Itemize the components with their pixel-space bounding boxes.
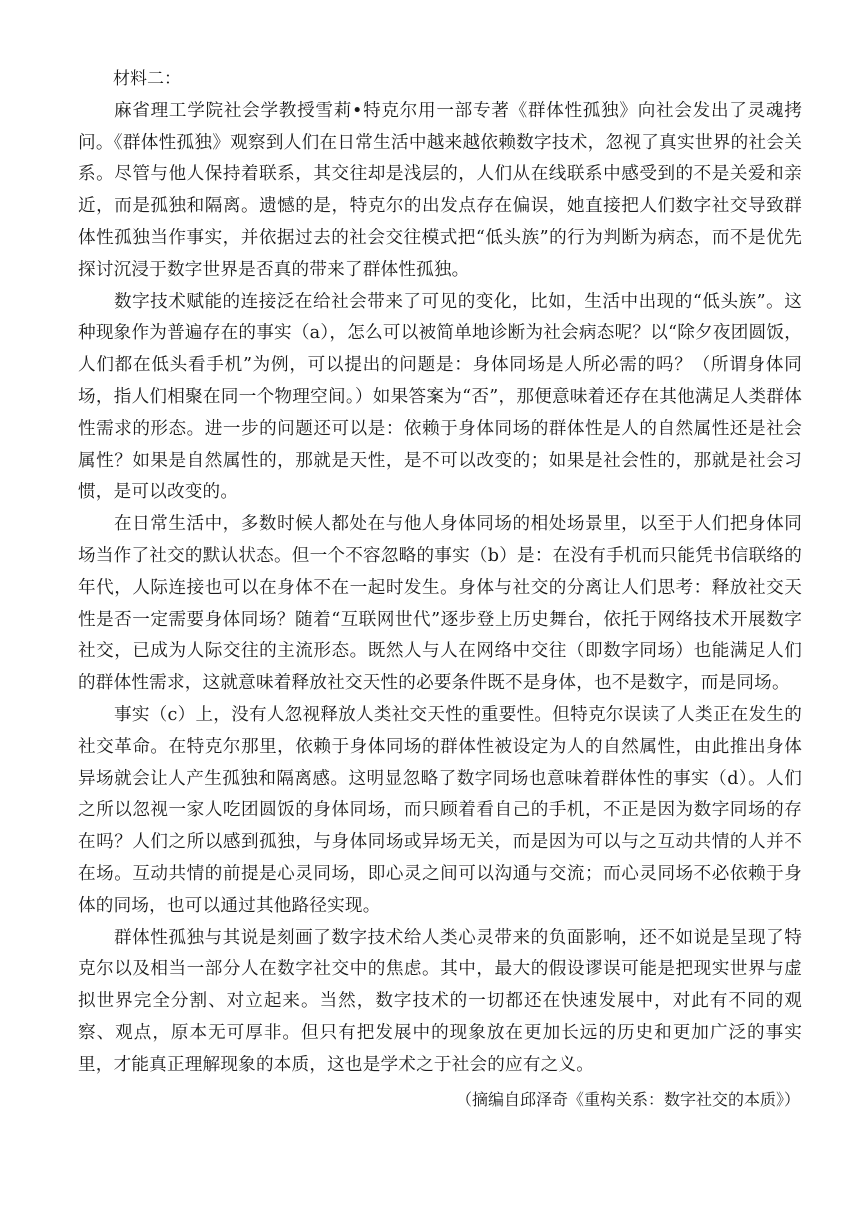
paragraph-4: 事实（c）上，没有人忽视释放人类社交天性的重要性。但特克尔误读了人类正在发生的社交革命。在特克尔那里，依赖于身体同场的群体性被设定为人的自然属性，由此推出身体异场就会让人产生孤独和隔离感。这明显忽略了数字同场也意味着群体性的事实（d）。人们之所以忽视一家人吃团圆饭的身体同场，而只顾着看自己的手机，不正是因为数字同场的存在吗？人们之所以感到孤独，与身体同场或异场无关，而是因为可以与之互动共情的人并不在场。互动共情的前提是心灵同场，即心灵之间可以沟通与交流；而心灵同场不必依赖于身体的同场，也可以通过其他路径实现。 (78, 704, 802, 916)
material-heading: 材料二： (113, 69, 181, 89)
paragraph-2: 数字技术赋能的连接泛在给社会带来了可见的变化，比如，生活中出现的“低头族”。这种现象作为普遍存在的事实（a），怎么可以被简单地诊断为社会病态呢？以“除夕夜团圆饭，人们都在低头看手机”为例，可以提出的问题是：身体同场是人所必需的吗？（所谓身体同场，指人们相聚在同一个物理空间。）如果答案为“否”，那便意味着还存在其他满足人类群体性需求的形态。进一步的问题还可以是：依赖于身体同场的群体性是人的自然属性还是社会属性？如果是自然属性的，那就是天性，是不可以改变的；如果是社会性的，那就是社会习惯，是可以改变的。 (78, 291, 802, 503)
source-citation: （摘编自邱泽奇《重构关系：数字社交的本质》） (455, 1089, 800, 1109)
document-body (78, 64, 802, 1115)
paragraph-3: 在日常生活中，多数时候人都处在与他人身体同场的相处场景里，以至于人们把身体同场当作了社交的默认状态。但一个不容忽略的事实（b）是：在没有手机而只能凭书信联络的年代，人际连接也可以在身体不在一起时发生。身体与社交的分离让人们思考：释放社交天性是否一定需要身体同场？随着“互联网世代”逐步登上历史舞台，依托于网络技术开展数字社交，已成为人际交往的主流形态。既然人与人在网络中交往（即数字同场）也能满足人们的群体性需求，这就意味着释放社交天性的必要条件既不是身体，也不是数字，而是同场。 (78, 514, 802, 694)
paragraph-1: 麻省理工学院社会学教授雪莉•特克尔用一部专著《群体性孤独》向社会发出了灵魂拷问。《群体性孤独》观察到人们在日常生活中越来越依赖数字技术，忽视了真实世界的社会关系。尽管与他人保持着联系，其交往却是浅层的，人们从在线联系中感受到的不是关爱和亲近，而是孤独和隔离。遗憾的是，特克尔的出发点存在偏误，她直接把人们数字社交导致群体性孤独当作事实，并依据过去的社会交往模式把“低头族”的行为判断为病态，而不是优先探讨沉浸于数字世界是否真的带来了群体性孤独。 (78, 100, 802, 280)
paragraph-5: 群体性孤独与其说是刻画了数字技术给人类心灵带来的负面影响，还不如说是呈现了特克尔以及相当一部分人在数字社交中的焦虑。其中，最大的假设谬误可能是把现实世界与虚拟世界完全分割、对立起来。当然，数字技术的一切都还在快速发展中，对此有不同的观察、观点，原本无可厚非。但只有把发展中的现象放在更加长远的历史和更加广泛的事实里，才能真正理解现象的本质，这也是学术之于社会的应有之义。 (78, 927, 802, 1075)
